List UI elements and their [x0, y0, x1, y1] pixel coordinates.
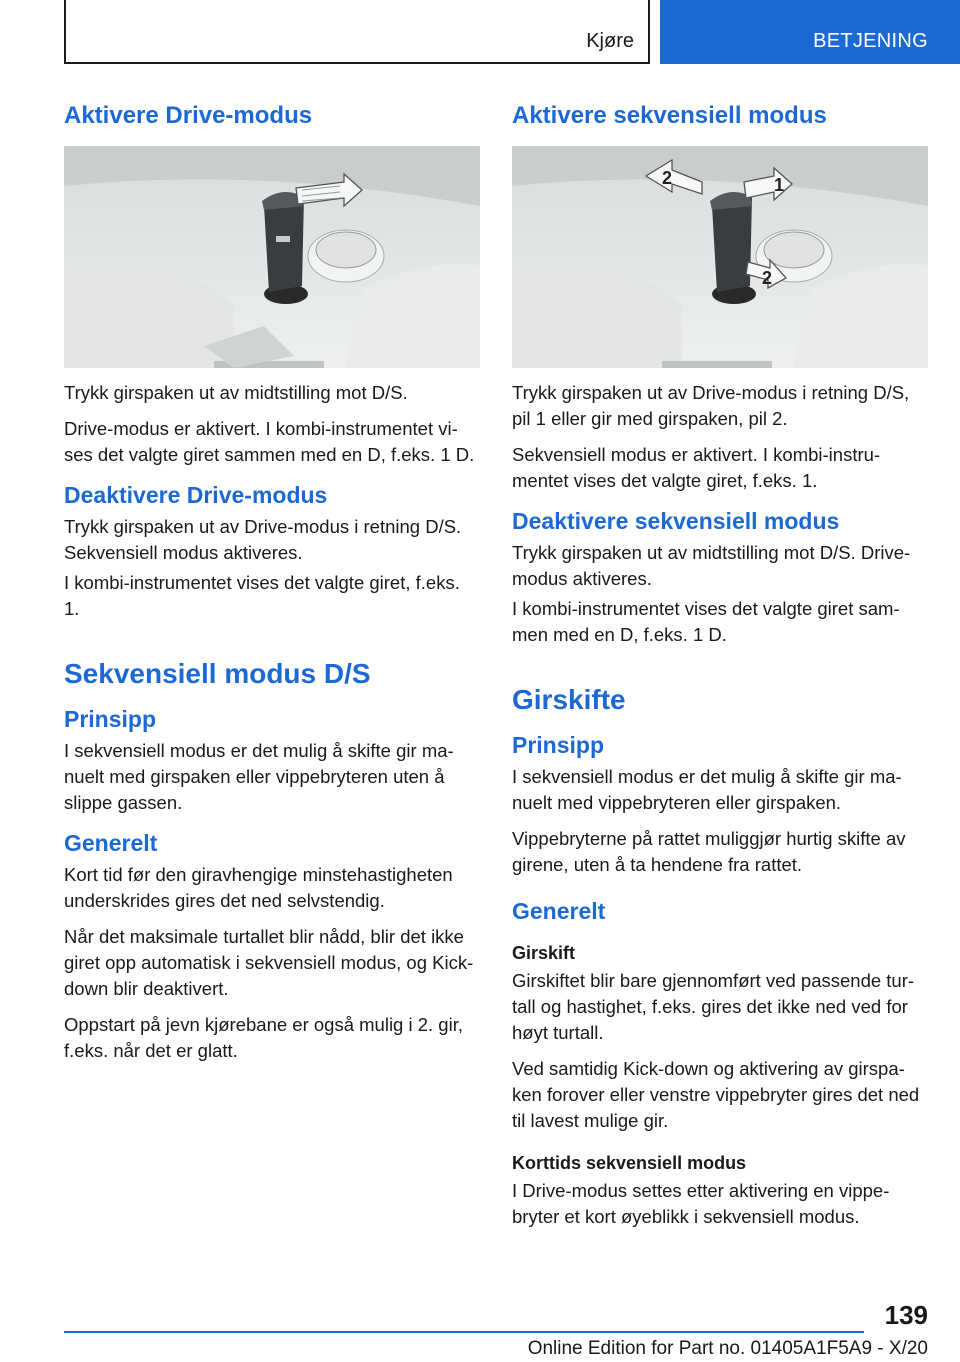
heading-deactivate-sequential: Deaktivere sekvensiell modus	[512, 508, 840, 534]
paragraph: Girskiftet blir bare gjennomført ved passende tur-tall og hastighet, f.eks. gires det ikke ned ved for høyt turtall.	[512, 970, 915, 1043]
footer-edition: Online Edition for Part no. 01405A1F5A9 - X/20	[527, 1338, 928, 1359]
header-chapter-box	[660, 0, 960, 64]
paragraph: I sekvensiell modus er det mulig å skifte gir ma-nuelt med vippebryteren eller girspaken.	[512, 766, 902, 813]
paragraph: I kombi-instrumentet vises det valgte giret, f.eks. 1.	[64, 572, 460, 619]
heading-gear-shift: Girskifte	[512, 684, 626, 715]
heading-sequential-mode: Sekvensiell modus D/S	[64, 658, 371, 689]
left-column	[64, 100, 480, 1074]
page-number: 139	[884, 1300, 928, 1330]
paragraph: Ved samtidig Kick-down og aktivering av girspa-ken forover eller venstre vippebryter gires det ned til lavest mulige gir.	[512, 1058, 920, 1131]
paragraph: I kombi-instrumentet vises det valgte giret sam-men med en D, f.eks. 1 D.	[512, 598, 900, 645]
paragraph: Vippebryterne på rattet muliggjør hurtig skifte av girene, uten å ta hendene fra rattet.	[512, 828, 906, 875]
subheading-gearshift: Girskift	[512, 943, 576, 963]
gear-lever-sequential-figure	[512, 146, 928, 368]
paragraph: I Drive-modus settes etter aktivering en vippe-bryter et kort øyeblikk i sekvensiell modus.	[512, 1180, 890, 1227]
heading-general: Generelt	[64, 830, 158, 856]
arrow-label-1: 1	[774, 175, 785, 195]
header-chapter-title: BETJENING	[813, 30, 928, 52]
paragraph: I sekvensiell modus er det mulig å skifte gir ma-nuelt med girspaken eller vippebryteren uten å slippe gassen.	[64, 740, 454, 813]
heading-activate-sequential: Aktivere sekvensiell modus	[512, 102, 827, 129]
paragraph: Trykk girspaken ut av midtstilling mot D/S. Drive-modus aktiveres.	[512, 542, 911, 589]
paragraph: Trykk girspaken ut av midtstilling mot D/S.	[64, 382, 408, 403]
right-column	[512, 100, 928, 1240]
header-section-title: Kjøre	[586, 30, 634, 52]
header-section-box	[64, 0, 650, 64]
paragraph: Oppstart på jevn kjørebane er også mulig i 2. gir, f.eks. når det er glatt.	[64, 1014, 463, 1061]
footer-divider	[64, 1331, 864, 1333]
paragraph: Sekvensiell modus er aktivert. I kombi-instru-mentet vises det valgte giret, f.eks. 1.	[512, 444, 881, 491]
arrow-label-2-top: 2	[662, 168, 673, 188]
subheading-short-sequential: Korttids sekvensiell modus	[512, 1153, 747, 1173]
heading-deactivate-drive: Deaktivere Drive-modus	[64, 482, 328, 508]
paragraph: Kort tid før den giravhengige minstehastigheten underskrides gires det ned selvstendig.	[64, 864, 453, 911]
heading-principle: Prinsipp	[64, 706, 157, 732]
paragraph: Drive-modus er aktivert. I kombi-instrumentet vi-ses det valgte giret sammen med en D, f.eks. 1 D.	[64, 418, 475, 465]
heading-activate-drive: Aktivere Drive-modus	[64, 102, 313, 129]
arrow-label-2-bottom: 2	[762, 268, 773, 288]
paragraph: Trykk girspaken ut av Drive-modus i retning D/S, pil 1 eller gir med girspaken, pil 2.	[512, 382, 910, 429]
gear-lever-drive-figure	[64, 146, 480, 368]
paragraph: Trykk girspaken ut av Drive-modus i retning D/S. Sekvensiell modus aktiveres.	[64, 516, 462, 563]
paragraph: Når det maksimale turtallet blir nådd, blir det ikke giret opp automatisk i sekvensiell modus, og Kick-down blir deaktivert.	[64, 926, 474, 999]
heading-principle: Prinsipp	[512, 732, 605, 758]
heading-general: Generelt	[512, 898, 606, 924]
